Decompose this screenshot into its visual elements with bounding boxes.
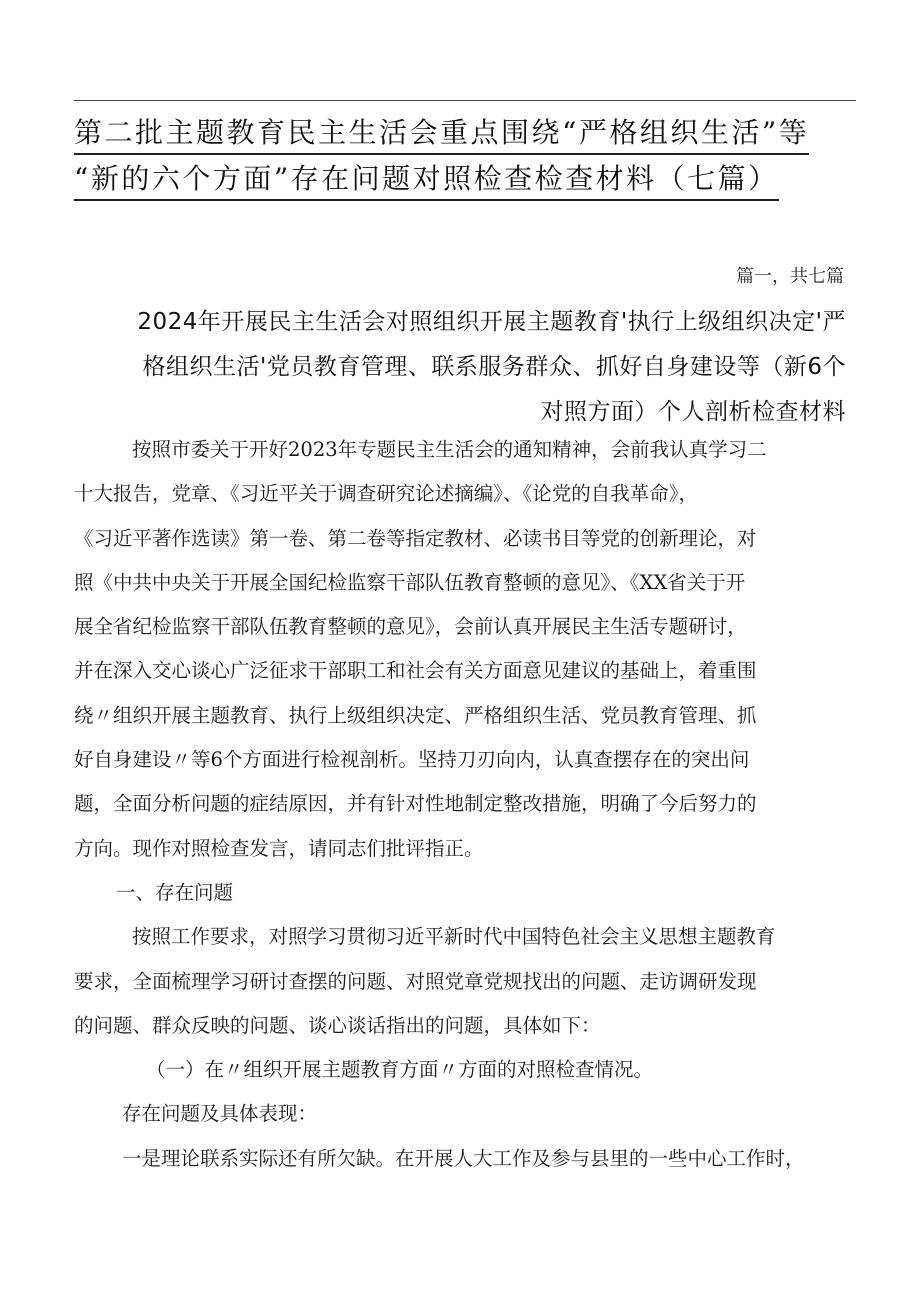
- paragraph-line: 照《中共中央关于开展全国纪检监察干部队伍教育整顿的意见》、《XX省关于开: [74, 570, 746, 594]
- sub-title-line: 2024年开展民主生活会对照组织开展主题教育'执行上级组织决定'严: [137, 309, 846, 335]
- paragraph-line: 一是理论联系实际还有所欠缺。在开展人大工作及参与县里的一些中心工作时，: [122, 1146, 805, 1170]
- sub-title-line: 对照方面）个人剖析检查材料: [540, 399, 846, 425]
- paragraph-line: 并在深入交心谈心广泛征求干部职工和社会有关方面意见建议的基础上，着重围: [74, 659, 757, 683]
- subsection-heading: （一）在〃组织开展主题教育方面〃方面的对照检查情况。: [146, 1058, 654, 1082]
- section-heading: 一、存在问题: [116, 880, 234, 904]
- sub-title: [74, 300, 846, 435]
- paragraph-line: 按照市委关于开好2023年专题民主生活会的通知精神，会前我认真学习二: [132, 438, 767, 461]
- main-title-line: “新的六个方面”存在问题对照检查检查材料（七篇）: [74, 156, 864, 202]
- paragraph-line: 方向。现作对照检查发言，请同志们批评指正。: [74, 836, 484, 860]
- paragraph-line: 好自身建设〃等6个方面进行检视剖析。坚持刀刃向内，认真查摆存在的突出问: [74, 748, 750, 772]
- paragraph-line: 的问题、群众反映的问题、谈心谈话指出的问题，具体如下：: [74, 1013, 601, 1037]
- part-label: 篇一，共七篇: [736, 266, 844, 287]
- sub-title-line: 格组织生活'党员教育管理、联系服务群众、抓好自身建设等（新6个: [142, 354, 846, 380]
- paragraph-line: 存在问题及具体表现：: [122, 1102, 318, 1126]
- main-title-line: 第二批主题教育民主生活会重点围绕“严格组织生活”等: [74, 110, 864, 156]
- body-text: [74, 428, 850, 1181]
- paragraph-line: 十大报告，党章、《习近平关于调查研究论述摘编》、《论党的自我革命》，: [74, 482, 699, 506]
- top-rule: [74, 100, 856, 101]
- main-title: [74, 110, 864, 202]
- paragraph-line: 绕〃组织开展主题教育、执行上级组织决定、严格组织生活、党员教育管理、抓: [74, 703, 757, 727]
- paragraph-line: 《习近平著作选读》第一卷、第二卷等指定教材、必读书目等党的创新理论，对: [74, 526, 757, 550]
- paragraph-line: 展全省纪检监察干部队伍教育整顿的意见》，会前认真开展民主生活专题研讨，: [74, 615, 747, 639]
- paragraph-line: 按照工作要求，对照学习贯彻习近平新时代中国特色社会主义思想主题教育: [132, 925, 776, 949]
- paragraph-line: 要求，全面梳理学习研讨查摆的问题、对照党章党规找出的问题、走访调研发现: [74, 969, 757, 993]
- paragraph-line: 题，全面分析问题的症结原因，并有针对性地制定整改措施，明确了今后努力的: [74, 792, 757, 816]
